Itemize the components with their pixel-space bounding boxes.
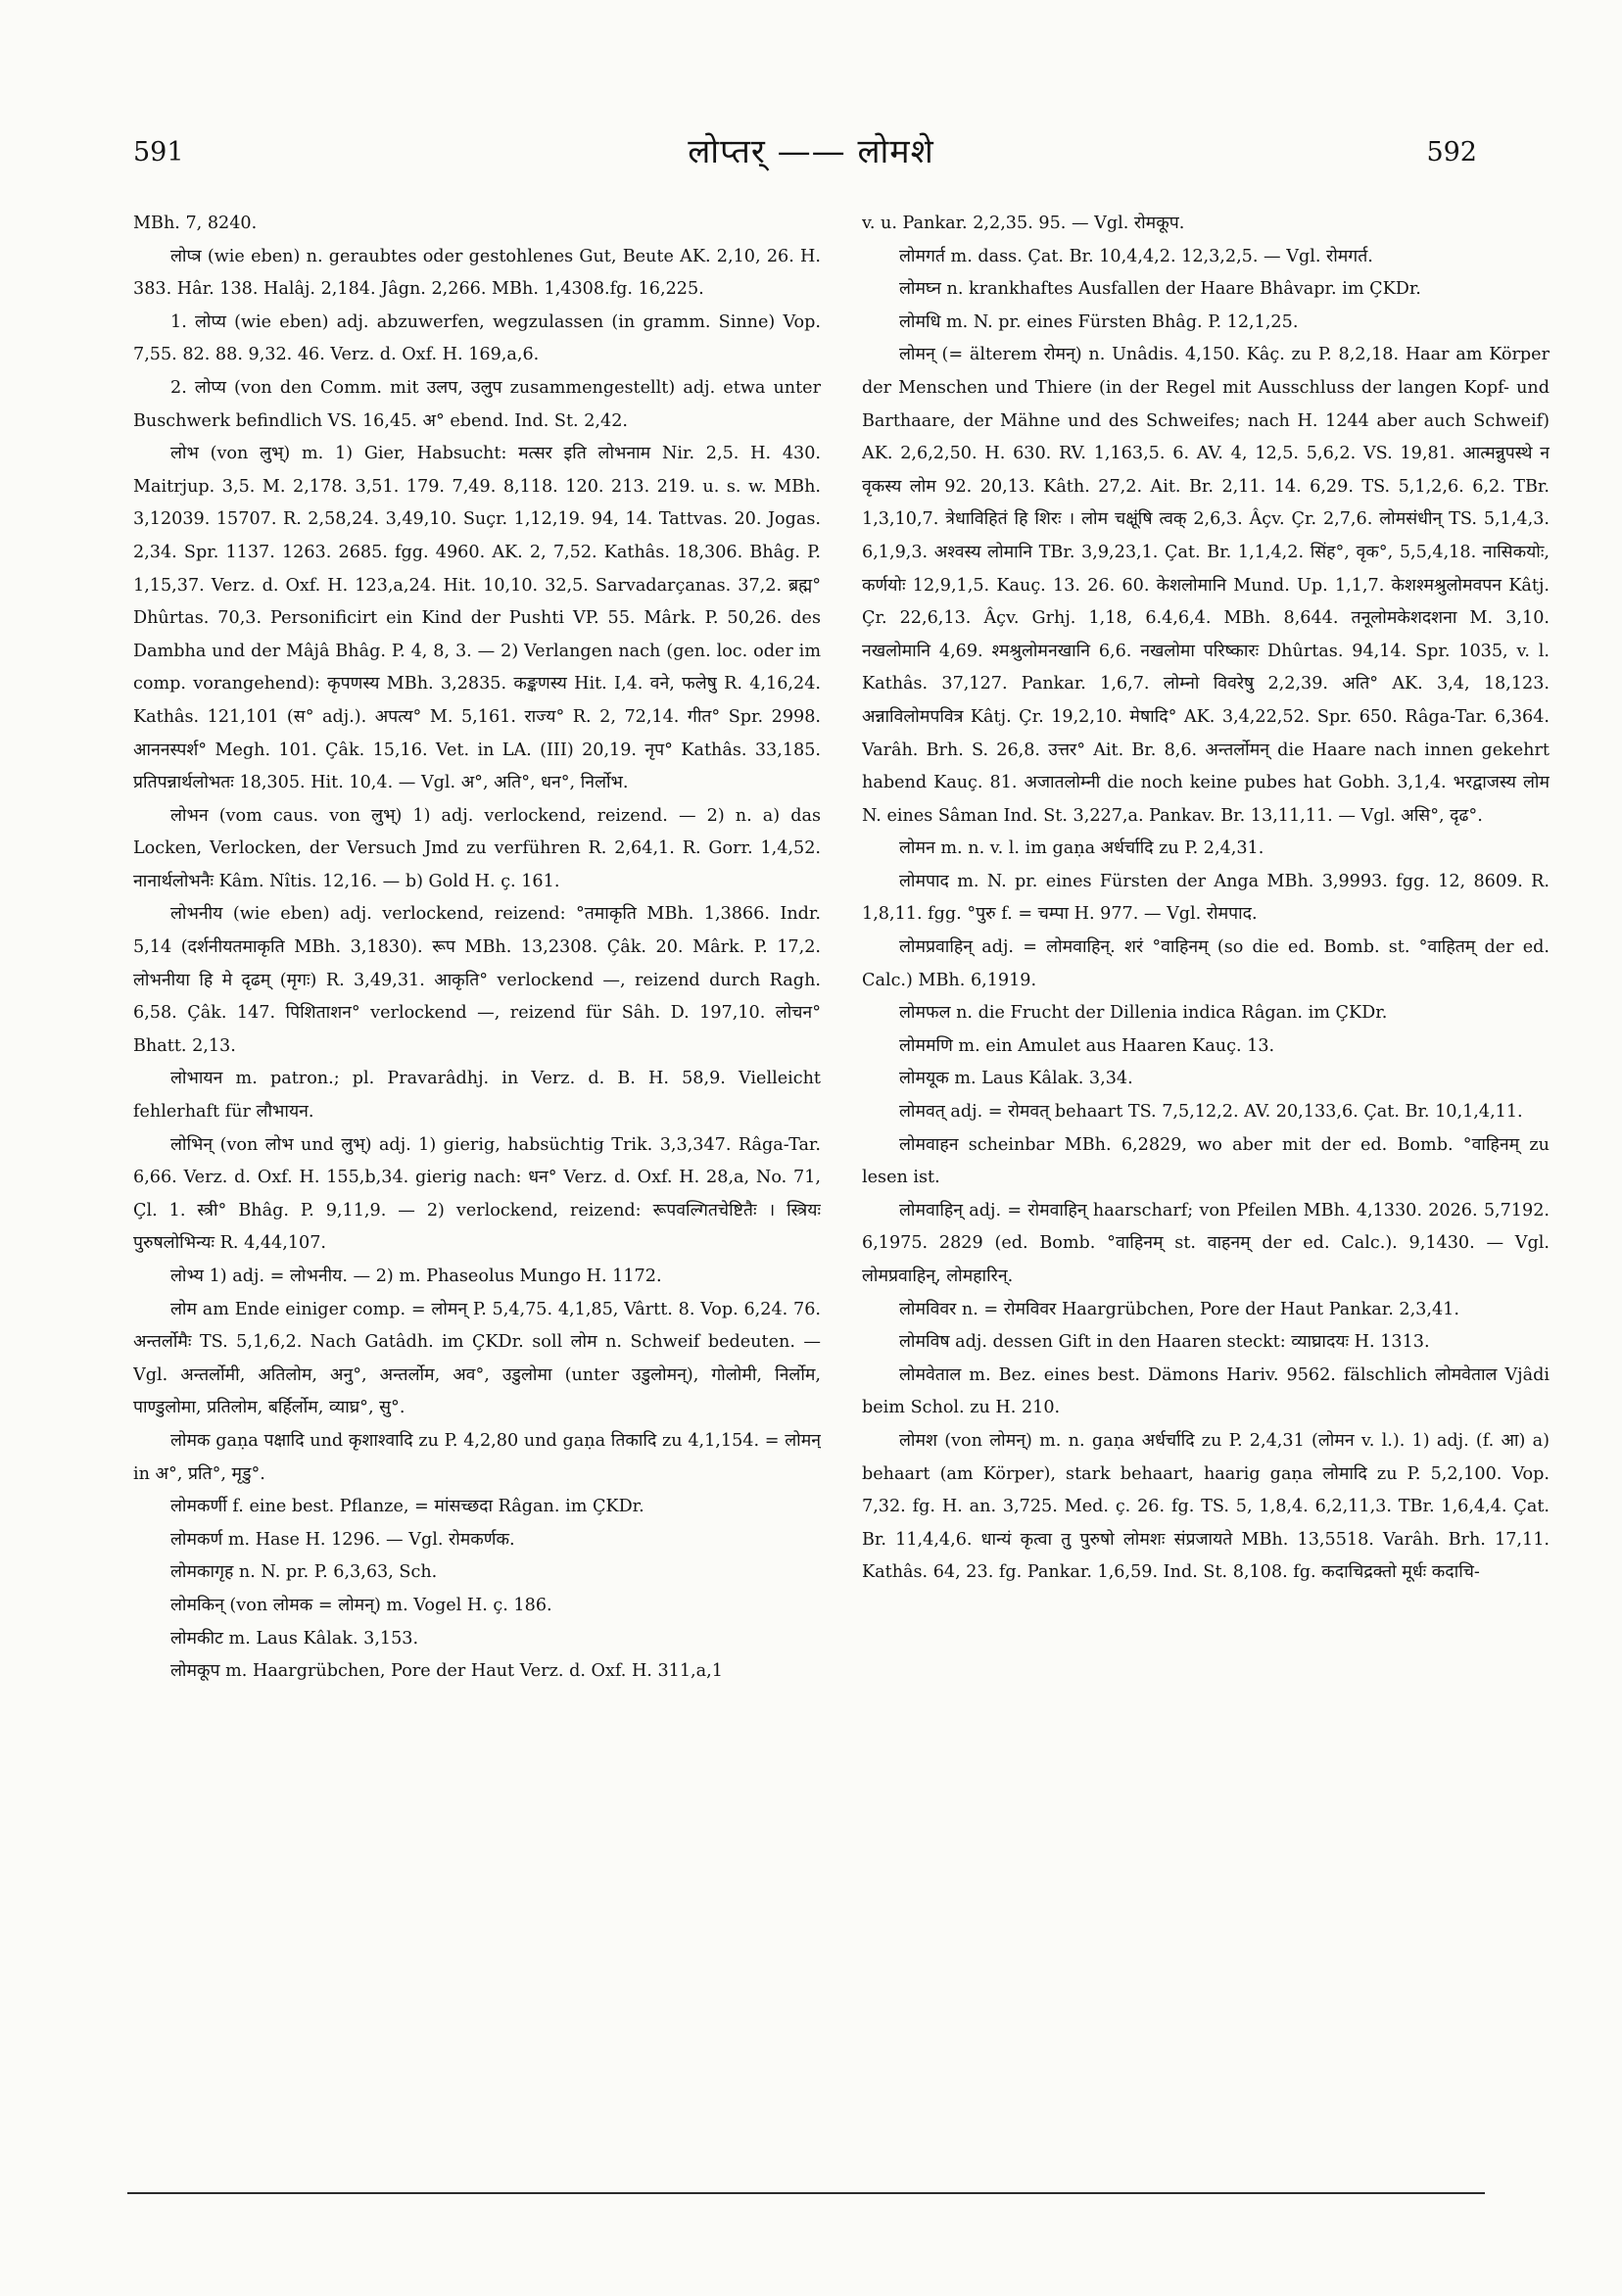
dictionary-entry: लोमकीट m. Laus Kâlak. 3,153. xyxy=(170,1628,419,1649)
dictionary-entry: लोभ्य 1) adj. = लोभनीय. — 2) m. Phaseolus Mungo H. 1172. xyxy=(170,1267,662,1286)
dictionary-entry: लोमवाहन scheinbar MBh. 6,2829, wo aber mit der ed. Bomb. °वाहिनम् zu lesen ist. xyxy=(862,1134,1550,1188)
dictionary-entry: लोमकर्णी f. eine best. Pflanze, = मांसच्छदा Râgan. im ÇKDr. xyxy=(170,1497,644,1517)
dictionary-entry: लोमवेताल m. Bez. eines best. Dämons Hariv. 9562. fälschlich लोमवेताल Vjâdi beim Schol. zu H. 210. xyxy=(862,1364,1550,1418)
page-number-right: 592 xyxy=(1426,137,1477,167)
dictionary-entry: लोभनीय (wie eben) adj. verlockend, reizend: °तमाकृति MBh. 1,3866. Indr. 5,14 (दर्शनीयतमाकृति MBh. 3,1830). रूप MBh. 13,2308. Çâk. 20. Mârk. P. 17,2. लोभनीया हि मे दृढम् (मृगः) R. 3,49,31. आकृति° verlockend —, reizend durch Ragh. 6,58. Çâk. 147. पिशिताशन° verlockend —, reizend für Sâh. D. 197,10. लोचन° Bhatt. 2,13. xyxy=(133,904,821,1056)
dictionary-entry: लोमन् (= älterem रोमन्) n. Unâdis. 4,150. Kâç. zu P. 8,2,18. Haar am Körper der Menschen und Thiere (in der Regel mit Ausschluss der langen Kopf- und Barthaare, der Mähne und des Schweifes; nach H. 1244 aber auch Schweif) AK. 2,6,2,50. H. 630. RV. 1,163,5. 6. AV. 4, 12,5. 5,6,2. VS. 19,81. आत्मन्नुपस्थे न वृकस्य लोम 92. 20,13. Kâth. 27,2. Ait. Br. 2,11. 14. 6,29. TS. 5,1,2,6. 6,2. TBr. 1,3,10,7. त्रेधाविहितं हि शिरः । लोम चक्षूंषि त्वक् 2,6,3. Âçv. Çr. 2,7,6. लोमसंधीन् TS. 5,1,4,3. 6,1,9,3. अश्वस्य लोमानि TBr. 3,9,23,1. Çat. Br. 1,1,4,2. सिंह°, वृक°, 5,5,4,18. नासिकयोः, कर्णयोः 12,9,1,5. Kauç. 13. 26. 60. केशलोमानि Mund. Up. 1,1,7. केशश्मश्रुलोमवपन Kâtj. Çr. 22,6,13. Âçv. Grhj. 1,18, 6.4,6,4. MBh. 8,644. तनूलोमकेशदशना M. 3,10. नखलोमानि 4,69. श्मश्रुलोमनखानि 6,6. नखलोमा परिष्कारः Dhûrtas. 94,14. Spr. 1035, v. l. Kathâs. 37,127. Pankar. 1,6,7. लोम्नो विवरेषु 2,2,39. अति° AK. 3,4, 18,123. अन्नाविलोमपवित्र Kâtj. Çr. 19,2,10. मेषादि° AK. 3,4,22,52. Spr. 650. Râga-Tar. 6,364. Varâh. Brh. S. 26,8. उत्तर° Ait. Br. 8,6. अन्तर्लोमन् die Haare nach innen gekehrt habend Kauç. 81. अजातलोम्नी die noch keine pubes hat Gobh. 3,1,4. भरद्वाजस्य लोम N. eines Sâman Ind. St. 3,227,a. Pankav. Br. 13,11,11. — Vgl. असि°, दृढ°. xyxy=(862,345,1550,826)
dictionary-entry: लोमवाहिन् adj. = रोमवाहिन् haarscharf; von Pfeilen MBh. 4,1330. 2026. 5,7192. 6,1975. 2829 (ed. Bomb. °वाहिनम् st. वाहनम् der ed. Calc.). 9,1430. — Vgl. लोमप्रवाहिन्, लोमहारिन्. xyxy=(862,1200,1550,1286)
dictionary-entry: v. u. Pankar. 2,2,35. 95. — Vgl. रोमकूप. xyxy=(862,214,1185,233)
dictionary-entry: 1. लोप्य (wie eben) adj. abzuwerfen, wegzulassen (in gramm. Sinne) Vop. 7,55. 82. 88. 9,32. 46. Verz. d. Oxf. H. 169,a,6. xyxy=(133,311,821,365)
dictionary-entry: लोमवत् adj. = रोमवत् behaart TS. 7,5,12,2. AV. 20,133,6. Çat. Br. 10,1,4,11. xyxy=(899,1102,1523,1123)
dictionary-entry: 2. लोप्य (von den Comm. mit उलप, उलुप zusammengestellt) adj. etwa unter Buschwerk befindlich VS. 16,45. अ° ebend. Ind. St. 2,42. xyxy=(133,377,821,431)
dictionary-entry: लोभ (von लुभ्) m. 1) Gier, Habsucht: मत्सर इति लोभनाम Nir. 2,5. H. 430. Maitrjup. 3,5. M. 2,178. 3,51. 179. 7,49. 8,118. 120. 213. 219. u. s. w. MBh. 3,12039. 15707. R. 2,58,24. 3,49,10. Suçr. 1,12,19. 94, 14. Tattvas. 20. Jogas. 2,34. Spr. 1137. 1263. 2685. fgg. 4960. AK. 2, 7,52. Kathâs. 18,306. Bhâg. P. 1,15,37. Verz. d. Oxf. H. 123,a,24. Hit. 10,10. 32,5. Sarvadarçanas. 37,2. ब्रह्म° Dhûrtas. 70,3. Personificirt ein Kind der Pushti VP. 55. Mârk. P. 50,26. des Dambha und der Mâjâ Bhâg. P. 4, 8, 3. — 2) Verlangen nach (gen. loc. oder im comp. vorangehend): कृपणस्य MBh. 3,2835. कङ्कणस्य Hit. I,4. वने, फलेषु R. 4,16,24. Kathâs. 121,101 (स° adj.). अपत्य° M. 5,161. राज्य° R. 2, 72,14. गीत° Spr. 2998. आननस्पर्श° Megh. 101. Çâk. 15,16. Vet. in LA. (III) 20,19. नृप° Kathâs. 33,185. प्रतिपन्नार्थलोभतः 18,305. Hit. 10,4. — Vgl. अ°, अति°, धन°, निर्लोभ. xyxy=(133,444,821,793)
dictionary-entry: लोप्त्र (wie eben) n. geraubtes oder gestohlenes Gut, Beute AK. 2,10, 26. H. 383. Hâr. 138. Halâj. 2,184. Jâgn. 2,266. MBh. 1,4308.fg. 16,225. xyxy=(133,246,821,300)
page-number-left: 591 xyxy=(133,137,184,167)
dictionary-entry: MBh. 7, 8240. xyxy=(133,214,258,233)
dictionary-entry: लोम am Ende einiger comp. = लोमन् P. 5,4,75. 4,1,85, Vârtt. 8. Vop. 6,24. 76. अन्तर्लोमैः TS. 5,1,6,2. Nach Gatâdh. im ÇKDr. soll लोम n. Schweif bedeuten. — Vgl. अन्तर्लोमी, अतिलोम, अनु°, अन्तर्लोम, अव°, उडुलोमा (unter उडुलोमन्), गोलोमी, निर्लोम, पाण्डुलोमा, प्रतिलोम, बर्हिर्लोम, व्याघ्र°, सु°. xyxy=(133,1299,821,1418)
dictionary-entry: लोमकागृह n. N. pr. P. 6,3,63, Sch. xyxy=(170,1562,438,1583)
left-column xyxy=(133,208,821,2049)
dictionary-entry: लोमगर्त m. dass. Çat. Br. 10,4,4,2. 12,3,2,5. — Vgl. रोमगर्त. xyxy=(899,246,1373,266)
dictionary-entry: लोमन m. n. v. l. im gaṇa अर्धर्चादि zu P. 2,4,31. xyxy=(899,838,1264,859)
dictionary-entry: लोमकिन् (von लोमक = लोमन्) m. Vogel H. ç. 186. xyxy=(170,1595,552,1615)
dictionary-entry: लोभायन m. patron.; pl. Pravarâdhj. in Verz. d. B. H. 58,9. Vielleicht fehlerhaft für लौभायन. xyxy=(133,1069,821,1123)
dictionary-entry: लोभिन् (von लोभ und लुभ्) adj. 1) gierig, habsüchtig Trik. 3,3,347. Râga-Tar. 6,66. Verz. d. Oxf. H. 155,b,34. gierig nach: धन° Verz. d. Oxf. H. 28,a, No. 71, Çl. 1. स्त्री° Bhâg. P. 9,11,9. — 2) verlockend, reizend: रूपवल्गितचेष्टितैः । स्त्रियः पुरुषलोभिन्यः R. 4,44,107. xyxy=(133,1134,821,1254)
dictionary-entry: लोमघ्न n. krankhaftes Ausfallen der Haare Bhâvapr. im ÇKDr. xyxy=(899,279,1421,300)
dictionary-entry: लोभन (vom caus. von लुभ्) 1) adj. verlockend, reizend. — 2) n. a) das Locken, Verlocken, der Versuch Jmd zu verführen R. 2,64,1. R. Gorr. 1,4,52. नानार्थलोभनैः Kâm. Nîtis. 12,16. — b) Gold H. ç. 161. xyxy=(133,805,821,891)
dictionary-entry: लोमविष adj. dessen Gift in den Haaren steckt: व्याघ्रादयः H. 1313. xyxy=(899,1332,1430,1353)
dictionary-entry: लोमकर्ण m. Hase H. 1296. — Vgl. रोमकर्णक. xyxy=(170,1529,515,1550)
dictionary-entry: लोमयूक m. Laus Kâlak. 3,34. xyxy=(899,1069,1133,1089)
dictionary-entry: लोमश (von लोमन्) m. n. gaṇa अर्धर्चादि zu P. 2,4,31 (लोमन v. l.). 1) adj. (f. आ) a) behaart (am Körper), stark behaart, haarig gaṇa लोमादि zu P. 5,2,100. Vop. 7,32. fg. H. an. 3,725. Med. ç. 26. fg. TS. 5, 1,8,4. 6,2,11,3. TBr. 1,6,4,4. Çat. Br. 11,4,4,6. धान्यं कृत्वा तु पुरुषो लोमशः संप्रजायते MBh. 13,5518. Varâh. Brh. 17,11. Kathâs. 64, 23. fg. Pankar. 1,6,59. Ind. St. 8,108. fg. कदाचिद्रक्तो मूर्धः कदाचि- xyxy=(862,1430,1550,1583)
bottom-rule xyxy=(127,2192,1485,2194)
dictionary-entry: लोमपाद m. N. pr. eines Fürsten der Anga MBh. 3,9993. fgg. 12, 8609. R. 1,8,11. fgg. °पुरु f. = चम्पा H. 977. — Vgl. रोमपाद. xyxy=(862,871,1550,925)
dictionary-entry: लोमक gaṇa पक्षादि und कृशाश्वादि zu P. 4,2,80 und gaṇa तिकादि zu 4,1,154. = लोमन् in अ°, प्रति°, मृडु°. xyxy=(133,1430,821,1484)
dictionary-entry: लोमविवर n. = रोमविवर Haargrübchen, Pore der Haut Pankar. 2,3,41. xyxy=(899,1299,1459,1319)
dictionary-entry: लोमधि m. N. pr. eines Fürsten Bhâg. P. 12,1,25. xyxy=(899,311,1299,332)
dictionary-entry: लोममणि m. ein Amulet aus Haaren Kauç. 13. xyxy=(899,1035,1275,1056)
running-head: लोप्तर् —— लोमशे xyxy=(688,132,934,171)
right-column xyxy=(862,208,1550,2049)
dictionary-entry: लोमकूप m. Haargrübchen, Pore der Haut Verz. d. Oxf. H. 311,a,1 xyxy=(170,1661,723,1682)
dictionary-entry: लोमफल n. die Frucht der Dillenia indica Râgan. im ÇKDr. xyxy=(899,1003,1388,1024)
dictionary-entry: लोमप्रवाहिन् adj. = लोमवाहिन्. शरं °वाहिनम् (so die ed. Bomb. st. °वाहितम् der ed. Calc.) MBh. 6,1919. xyxy=(862,937,1550,990)
